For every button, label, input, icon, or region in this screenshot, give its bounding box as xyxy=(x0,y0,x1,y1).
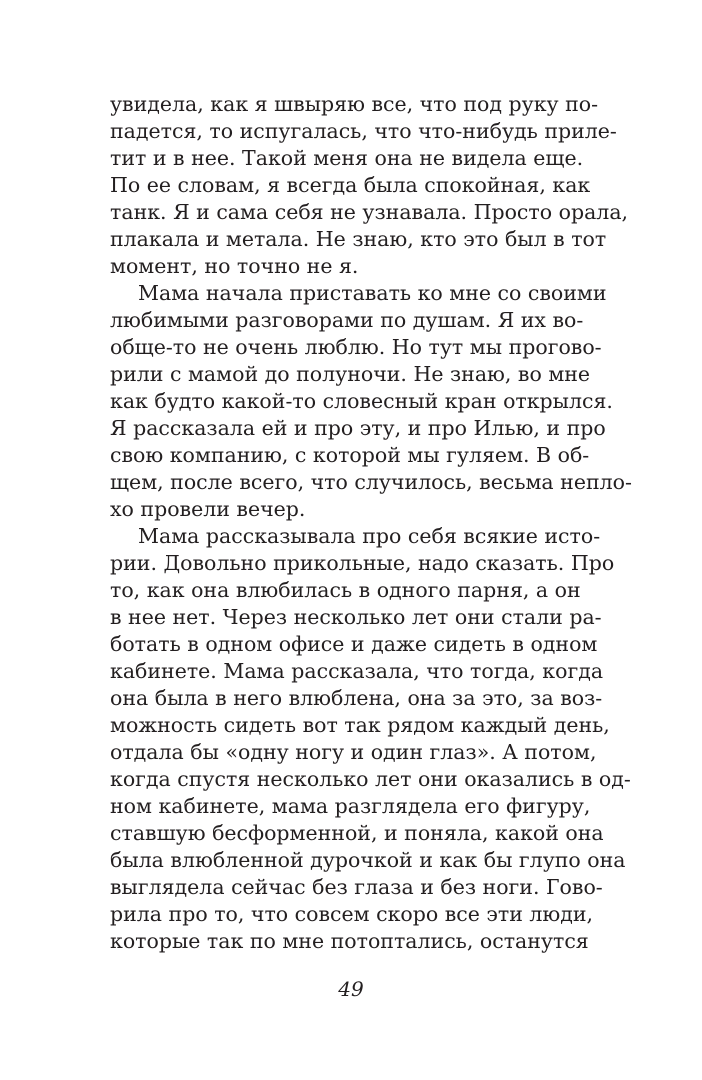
text-line-32: которые так по мне потоптались, останутся xyxy=(110,929,589,953)
text-line-23: она была в него влюблена, она за это, за воз- xyxy=(110,686,603,710)
text-line-29: была влюбленной дурочкой и как бы глупо она xyxy=(110,848,626,872)
text-line-11: рили с мамой до полуночи. Не знаю, во мне xyxy=(110,362,591,386)
text-line-31: рила про то, что совсем скоро все эти люди, xyxy=(110,902,594,926)
text-line-25: отдала бы «одну ногу и один глаз». А потом, xyxy=(110,740,597,764)
text-line-20: в нее нет. Через несколько лет они стали ра- xyxy=(110,605,602,629)
text-line-2: падется, то испугалась, что что-нибудь приле- xyxy=(110,119,617,143)
text-line-27: ном кабинете, мама разглядела его фигуру, xyxy=(110,794,591,818)
text-line-21: ботать в одном офисе и даже сидеть в одном xyxy=(110,632,598,656)
page-number: 49 xyxy=(338,977,364,1001)
text-line-13: Я рассказала ей и про эту, и про Илью, и про xyxy=(110,416,606,440)
text-line-26: когда спустя несколько лет они оказались в од- xyxy=(110,767,631,791)
text-line-12: как будто какой-то словесный кран открылся. xyxy=(110,389,613,413)
text-line-8: Мама начала приставать ко мне со своими xyxy=(138,281,607,305)
text-line-28: ставшую бесформенной, и поняла, какой она xyxy=(110,821,604,845)
text-line-18: рии. Довольно прикольные, надо сказать. Про xyxy=(110,551,615,575)
text-line-3: тит и в нее. Такой меня она не видела еще. xyxy=(110,146,584,170)
text-line-5: танк. Я и сама себя не узнавала. Просто орала, xyxy=(110,200,629,224)
text-line-9: любимыми разговорами по душам. Я их во- xyxy=(110,308,584,332)
text-line-1: увидела, как я швыряю все, что под руку по- xyxy=(110,92,599,116)
text-line-30: выглядела сейчас без глаза и без ноги. Гово- xyxy=(110,875,603,899)
text-line-7: момент, но точно не я. xyxy=(110,254,359,278)
text-line-22: кабинете. Мама рассказала, что тогда, когда xyxy=(110,659,604,683)
text-line-16: хо провели вечер. xyxy=(110,497,306,521)
text-line-15: щем, после всего, что случилось, весьма непло- xyxy=(110,470,632,494)
text-line-17: Мама рассказывала про себя всякие исто- xyxy=(138,524,601,548)
text-line-14: свою компанию, с которой мы гуляем. В об- xyxy=(110,443,590,467)
text-line-4: По ее словам, я всегда была спокойная, как xyxy=(110,173,591,197)
text-line-10: обще-то не очень люблю. Но тут мы прогово- xyxy=(110,335,602,359)
text-line-24: можность сидеть вот так рядом каждый день, xyxy=(110,713,610,737)
text-line-19: то, как она влюбилась в одного парня, а он xyxy=(110,578,581,602)
text-line-6: плакала и метала. Не знаю, кто это был в тот xyxy=(110,227,607,251)
